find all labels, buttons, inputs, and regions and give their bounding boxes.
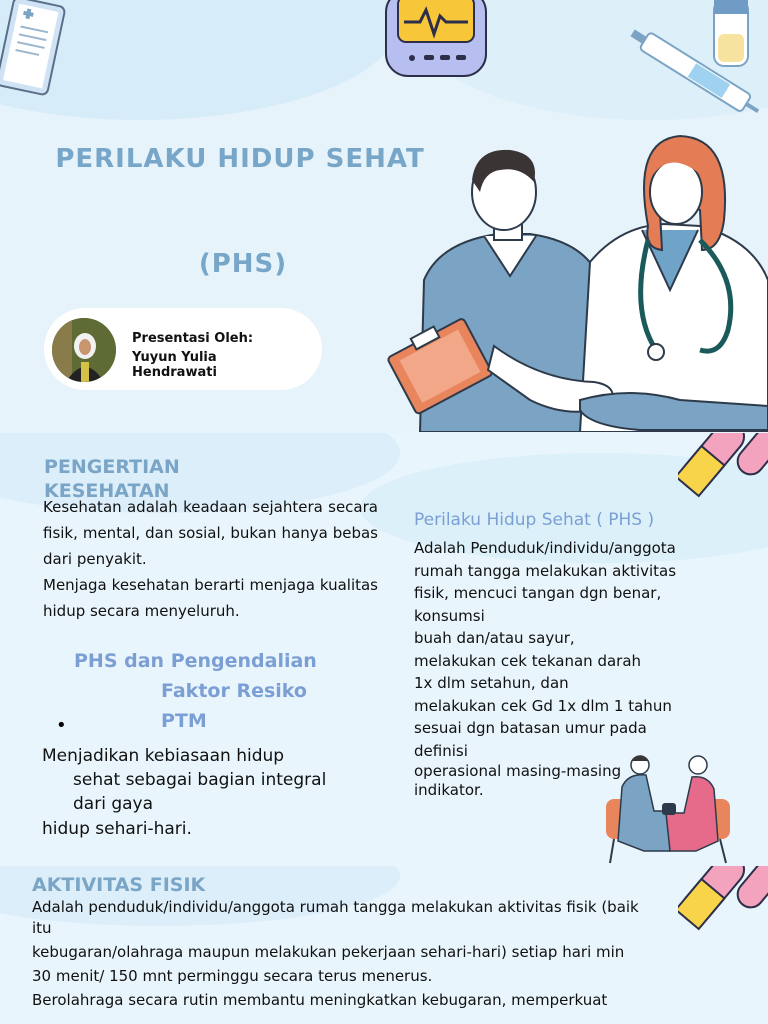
phs-line: buah dan/atau sayur,: [414, 629, 575, 647]
presenter-name: Hendrawati: [132, 365, 217, 380]
phs-heading: Perilaku Hidup Sehat ( PHS ): [414, 510, 655, 530]
activity-line: 30 menit/ 150 mnt perminggu secara terus menerus.: [32, 967, 433, 985]
capsule-pills-icon: [678, 433, 768, 517]
title-slide: [0, 0, 768, 432]
physical-activity-slide: [0, 866, 768, 1024]
quality-paragraph: Menjaga kesehatan berarti menjaga kualitas hidup secara menyeluruh.: [43, 576, 378, 620]
phs-line: definisi: [414, 741, 468, 760]
activity-line: itu: [32, 919, 52, 937]
section-heading: KESEHATAN: [44, 480, 170, 502]
phs-line: melakukan cek Gd 1x dlm 1 tahun: [414, 696, 672, 715]
ptm-heading: PHS dan Pengendalian: [74, 650, 317, 672]
activity-line: Berolahraga secara rutin membantu meningkatkan kebugaran, memperkuat: [32, 991, 608, 1009]
page-subtitle: (PHS): [198, 249, 288, 279]
section-heading: AKTIVITAS FISIK: [32, 874, 206, 896]
doctors-illustration: [380, 130, 768, 432]
ptm-heading: Faktor Resiko: [161, 680, 307, 702]
phs-line: melakukan cek tekanan darah: [414, 651, 642, 670]
activity-paragraph: [32, 898, 732, 1012]
blood-pressure-check-illustration: [600, 751, 740, 865]
activity-line: Adalah penduduk/individu/anggota rumah tangga melakukan aktivitas fisik (baik: [32, 898, 639, 916]
phs-line: Adalah Penduduk/individu/anggota: [414, 539, 676, 557]
phs-line: fisik, mencuci tangan dgn benar,: [414, 584, 662, 602]
phs-line: sesuai dgn batasan umur pada: [414, 719, 647, 737]
avatar: [52, 318, 116, 382]
definition-paragraph: Kesehatan adalah keadaan sejahtera secara fisik, mental, dan sosial, bukan hanya bebas dari penyakit.: [43, 498, 378, 568]
heart-monitor-icon: [382, 0, 490, 82]
presenter-name: Yuyun Yulia: [132, 350, 217, 365]
phs-line: operasional masing-masing: [414, 762, 622, 780]
phs-line: 1x dlm setahun, dan: [414, 674, 569, 692]
bullet: •: [56, 715, 67, 736]
medical-report-icon: [0, 0, 70, 104]
definition-slide: [0, 433, 768, 865]
habit-text: dari gaya: [73, 794, 154, 814]
phs-line: indikator.: [414, 781, 484, 799]
syringe-icon: [622, 0, 768, 122]
section-heading: PENGERTIAN: [44, 456, 180, 478]
phs-line: rumah tangga melakukan aktivitas: [414, 561, 677, 580]
habit-text: Menjadikan kebiasaan hidup: [42, 746, 285, 766]
habit-text: hidup sehari-hari.: [42, 819, 192, 839]
presenter-label: Presentasi Oleh:: [132, 331, 254, 346]
ptm-heading: PTM: [161, 710, 207, 732]
activity-line: kebugaran/olahraga maupun melakukan pekerjaan sehari-hari) setiap hari min: [32, 943, 625, 961]
phs-line: konsumsi: [414, 606, 485, 625]
habit-text: sehat sebagai bagian integral: [73, 770, 327, 790]
page-title: PERILAKU HIDUP SEHAT: [55, 144, 425, 174]
